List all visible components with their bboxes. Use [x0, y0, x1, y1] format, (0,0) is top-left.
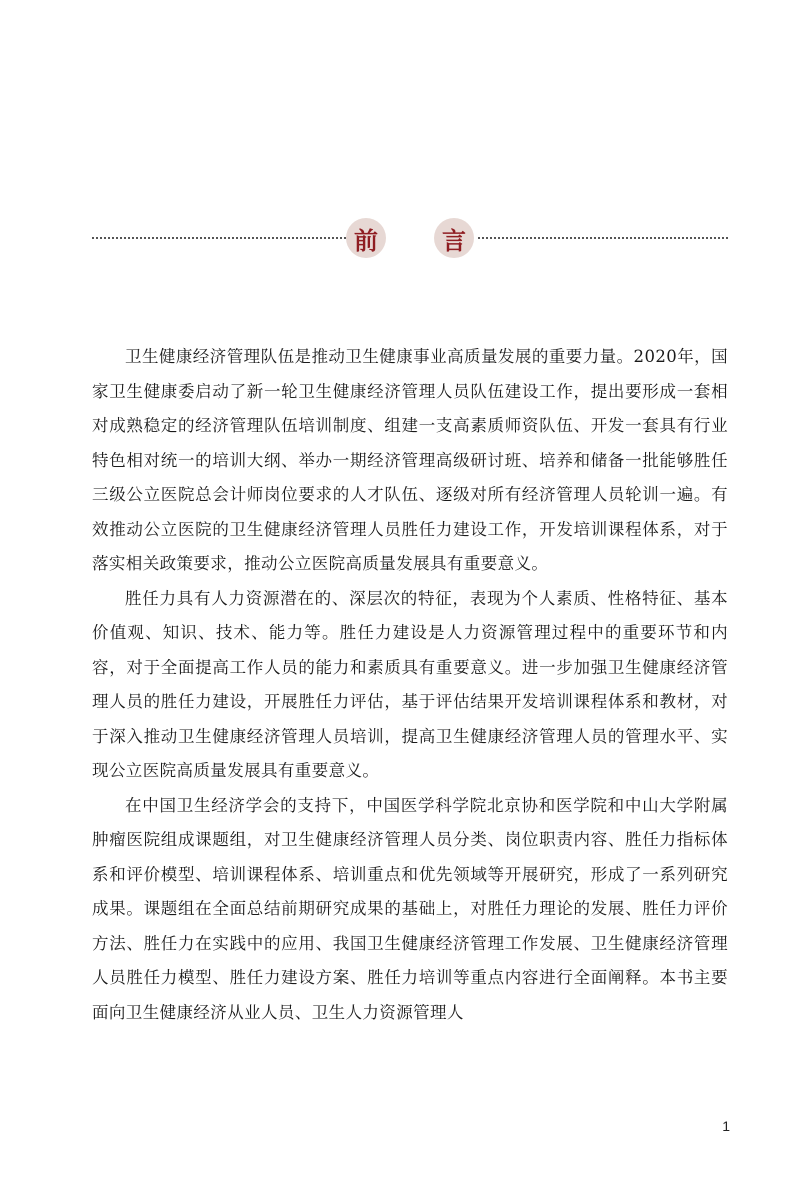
paragraph-1: 卫生健康经济管理队伍是推动卫生健康事业高质量发展的重要力量。2020年，国家卫生健康委启动了新一轮卫生健康经济管理人员队伍建设工作，提出要形成一套相对成熟稳定的经济管理队伍培训制度、组建一支高素质师资队伍、开发一套具有行业特色相对统一的培训大纲、举办一期经济管理高级研讨班、培养和储备一批能够胜任三级公立医院总会计师岗位要求的人才队伍、逐级对所有经济管理人员轮训一遍。有效推动公立医院的卫生健康经济管理人员胜任力建设工作，开发培训课程体系，对于落实相关政策要求，推动公立医院高质量发展具有重要意义。 — [92, 347, 728, 573]
page-number: 1 — [722, 1118, 730, 1134]
paragraph-3: 在中国卫生经济学会的支持下，中国医学科学院北京协和医学院和中山大学附属肿瘤医院组成课题组，对卫生健康经济管理人员分类、岗位职责内容、胜任力指标体系和评价模型、培训课程体系、培训重点和优先领域等开展研究，形成了一系列研究成果。课题组在全面总结前期研究成果的基础上，对胜任力理论的发展、胜任力评价方法、胜任力在实践中的应用、我国卫生健康经济管理工作发展、卫生健康经济管理人员胜任力模型、胜任力建设方案、胜任力培训等重点内容进行全面阐释。本书主要面向卫生健康经济从业人员、卫生人力资源管理人 — [92, 795, 728, 1022]
body-text — [92, 340, 728, 1030]
section-heading — [92, 218, 728, 258]
paragraph-2: 胜任力具有人力资源潜在的、深层次的特征，表现为个人素质、性格特征、基本价值观、知识、技术、能力等。胜任力建设是人力资源管理过程中的重要环节和内容，对于全面提高工作人员的能力和素质具有重要意义。进一步加强卫生健康经济管理人员的胜任力建设，开展胜任力评估，基于评估结果开发培训课程体系和教材，对于深入推动卫生健康经济管理人员培训，提高卫生健康经济管理人员的管理水平、实现公立医院高质量发展具有重要意义。 — [92, 588, 728, 780]
dotted-rule-right — [478, 237, 728, 239]
heading-char-1: 前 — [346, 218, 386, 258]
dotted-rule-left — [92, 237, 350, 239]
heading-char-2: 言 — [434, 218, 474, 258]
